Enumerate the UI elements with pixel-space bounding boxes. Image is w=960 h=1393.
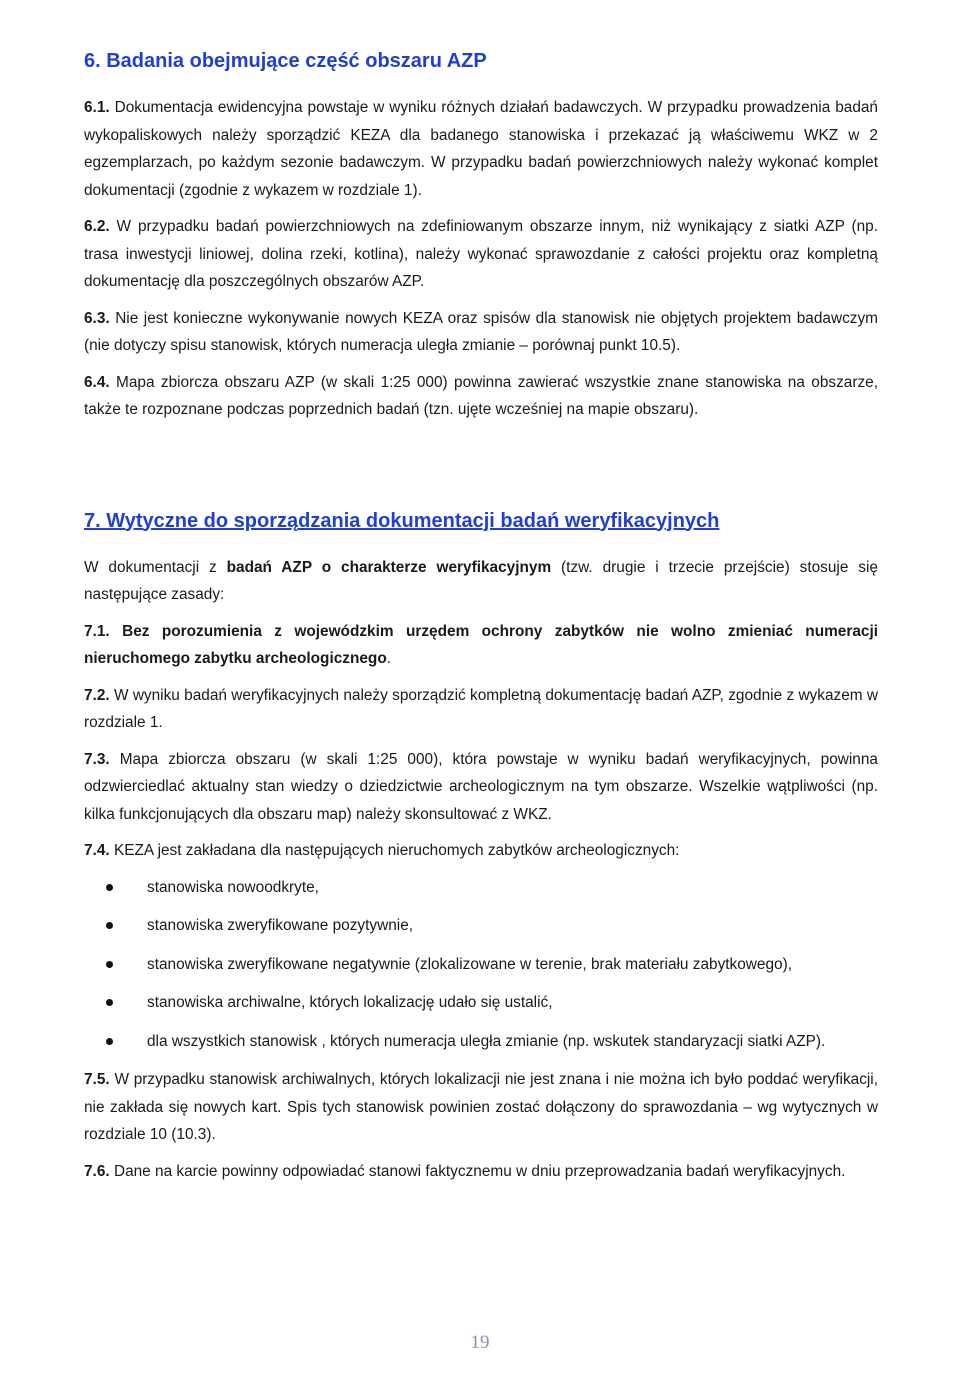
- paragraph-7-4: [84, 837, 878, 865]
- page-number: 19: [470, 1332, 490, 1353]
- paragraph-text: Dokumentacja ewidencyjna powstaje w wyniku różnych działań badawczych. W przypadku prowadzenia badań wykopaliskowych należy sporządzić KEZA dla badanego stanowiska i przekazać ją właściwemu WKZ w 2 egzemplarzach, po każdym sezonie badawczym. W przypadku badań powierzchniowych należy wykonać komplet dokumentacji (zgodnie z wykazem w rozdziale 1).: [84, 99, 878, 199]
- document-page: [84, 48, 878, 1194]
- paragraph-number: 6.1.: [84, 99, 110, 116]
- paragraph-6-4: [84, 369, 878, 424]
- list-item: [84, 912, 878, 940]
- paragraph-6-3: [84, 305, 878, 360]
- list-item-text: stanowiska zweryfikowane negatywnie (zlokalizowane w terenie, brak materiału zabytkowego),: [147, 955, 793, 973]
- paragraph-7-2: [84, 682, 878, 737]
- paragraph-tail: .: [386, 650, 392, 667]
- bullet-icon: [106, 1038, 113, 1045]
- list-item: [84, 874, 878, 902]
- paragraph-number: 6.2.: [84, 218, 110, 235]
- list-item-text: dla wszystkich stanowisk , których numeracja uległa zmianie (np. wskutek standaryzacji siatki AZP).: [147, 1032, 826, 1050]
- paragraph-number: 7.3.: [84, 750, 110, 768]
- paragraph-7-3: [84, 746, 878, 829]
- paragraph-7-1: [84, 618, 878, 673]
- section-spacer: [84, 433, 878, 508]
- list-item: [84, 951, 878, 979]
- paragraph-7-6: [84, 1158, 878, 1186]
- paragraph-text: Dane na karcie powinny odpowiadać stanowi faktycznemu w dniu przeprowadzania badań weryfikacyjnych.: [113, 1162, 846, 1180]
- paragraph-7-5: [84, 1066, 878, 1149]
- intro-text: W dokumentacji z: [84, 558, 227, 576]
- paragraph-number: 7.4.: [84, 842, 110, 859]
- bullet-icon: [106, 922, 113, 929]
- intro-text-tail: (tzw. drugie i trzecie przejście) stosuje się następujące zasady:: [84, 558, 878, 603]
- paragraph-text: W przypadku badań powierzchniowych na zdefiniowanym obszarze innym, niż wynikający z siatki AZP (np. trasa inwestycji liniowej, dolina rzeki, kotlina), należy wykonać sprawozdanie z całości projektu oraz kompletną dokumentację dla poszczególnych obszarów AZP.: [84, 218, 878, 290]
- section-6-heading: 6. Badania obejmujące część obszaru AZP: [84, 50, 487, 72]
- section-7-heading: 7. Wytyczne do sporządzania dokumentacji badań weryfikacyjnych: [84, 509, 720, 532]
- intro-bold-text: badań AZP o charakterze weryfikacyjnym: [226, 558, 552, 576]
- paragraph-text: W wyniku badań weryfikacyjnych należy sporządzić kompletną dokumentację badań AZP, zgodnie z wykazem w rozdziale 1.: [84, 686, 878, 731]
- paragraph-number: 6.4.: [84, 373, 110, 391]
- paragraph-text: KEZA jest zakładana dla następujących nieruchomych zabytków archeologicznych:: [113, 842, 680, 859]
- paragraph-text: Nie jest konieczne wykonywanie nowych KEZA oraz spisów dla stanowisk nie objętych projektem badawczym (nie dotyczy spisu stanowisk, których numeracja uległa zmianie – porównaj punkt 10.5).: [84, 309, 878, 354]
- paragraph-text: W przypadku stanowisk archiwalnych, których lokalizacji nie jest znana i nie można ich było poddać weryfikacji, nie zakłada się nowych kart. Spis tych stanowisk powinien zostać dołączony do sprawozdania – wg wytycznych w rozdziale 10 (10.3).: [84, 1071, 879, 1143]
- bullet-icon: [106, 961, 113, 968]
- list-item: [84, 989, 878, 1017]
- paragraph-6-1: [84, 94, 878, 204]
- list-item: [84, 1028, 878, 1056]
- paragraph-number: 6.3.: [84, 309, 110, 327]
- list-item-text: stanowiska archiwalne, których lokalizację udało się ustalić,: [147, 994, 553, 1011]
- paragraph-text: Bez porozumienia z wojewódzkim urzędem ochrony zabytków nie wolno zmieniać numeracji nieruchomego zabytku archeologicznego: [84, 622, 878, 667]
- paragraph-number: 7.2.: [84, 686, 110, 704]
- list-item-text: stanowiska zweryfikowane pozytywnie,: [147, 917, 414, 934]
- paragraph-6-2: [84, 213, 878, 296]
- paragraph-number: 7.5.: [84, 1071, 110, 1088]
- paragraph-text: Mapa zbiorcza obszaru AZP (w skali 1:25 000) powinna zawierać wszystkie znane stanowiska na obszarze, także te rozpoznane podczas poprzednich badań (tzn. ujęte wcześniej na mapie obszaru).: [84, 373, 878, 418]
- list-item-text: stanowiska nowoodkryte,: [147, 878, 319, 896]
- bullet-icon: [106, 999, 113, 1006]
- paragraph-number: 7.1.: [84, 622, 110, 640]
- paragraph-text: Mapa zbiorcza obszaru (w skali 1:25 000), która powstaje w wyniku badań weryfikacyjnych, powinna odzwierciedlać aktualny stan wiedzy o dziedzictwie archeologicznym na tym obszarze. Wszelkie wątpliwości (np. kilka funkcjonujących dla obszaru map) należy skonsultować z WKZ.: [84, 750, 878, 823]
- bullet-list: [84, 874, 878, 1056]
- bullet-icon: [106, 884, 113, 891]
- section-7-intro: [84, 554, 878, 609]
- paragraph-number: 7.6.: [84, 1162, 110, 1180]
